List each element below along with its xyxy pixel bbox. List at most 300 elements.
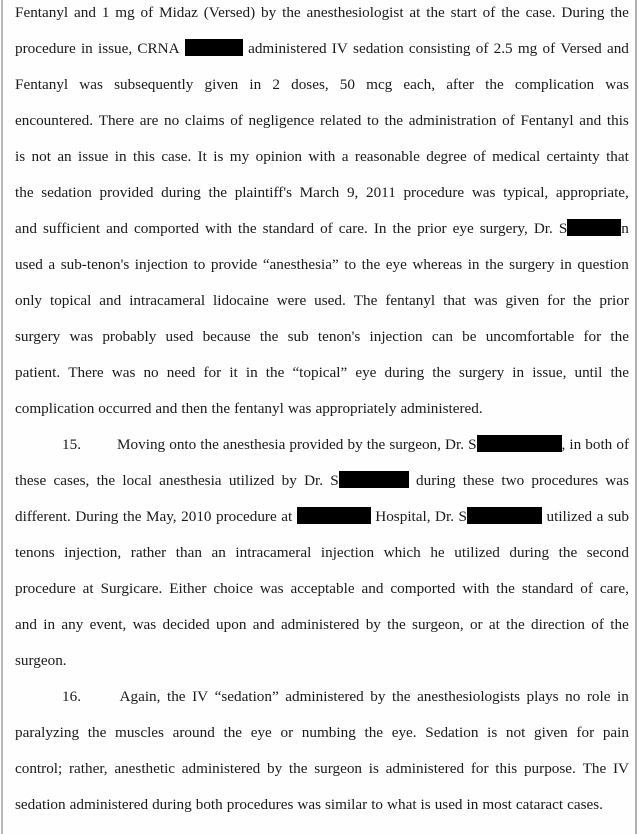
word: the bbox=[485, 76, 504, 93]
word: the bbox=[558, 544, 578, 561]
document-line bbox=[15, 398, 629, 420]
word: of bbox=[502, 112, 515, 129]
word: upon bbox=[216, 616, 247, 633]
word: doses, bbox=[291, 76, 329, 93]
word: the bbox=[238, 220, 257, 237]
document-line bbox=[62, 434, 629, 456]
word: consisting bbox=[408, 40, 471, 57]
document-line bbox=[15, 650, 629, 672]
word: the bbox=[288, 760, 308, 777]
word: prior bbox=[599, 292, 629, 309]
word: administration bbox=[408, 112, 497, 129]
word: and bbox=[252, 616, 275, 633]
word: different. bbox=[15, 508, 71, 525]
word: utilized bbox=[454, 544, 500, 561]
word: the bbox=[364, 724, 384, 741]
word: need bbox=[166, 364, 196, 381]
word: surgeon, bbox=[389, 436, 441, 453]
word: with bbox=[462, 580, 490, 597]
word: the bbox=[15, 184, 34, 201]
document-line bbox=[15, 578, 629, 600]
word: at bbox=[409, 4, 421, 21]
document-line bbox=[15, 290, 629, 312]
word: for bbox=[470, 760, 489, 777]
word: sedation bbox=[15, 796, 66, 813]
redaction-box bbox=[567, 219, 621, 236]
word: most bbox=[482, 796, 512, 813]
word: complication bbox=[15, 400, 95, 417]
word: be bbox=[462, 328, 477, 345]
word: certainty bbox=[546, 148, 600, 165]
word: choice bbox=[213, 580, 253, 597]
word: acceptable bbox=[290, 580, 355, 597]
word: claims bbox=[184, 112, 225, 129]
word: of bbox=[140, 4, 154, 21]
word: comported bbox=[134, 220, 199, 237]
word: S bbox=[330, 470, 408, 492]
word: Fentanyl bbox=[520, 112, 574, 129]
word: the bbox=[122, 508, 142, 525]
redaction-box bbox=[467, 507, 542, 524]
word: sub-tenon's bbox=[60, 256, 130, 273]
word: the bbox=[87, 724, 107, 741]
word: for bbox=[576, 724, 595, 741]
word: sufficient bbox=[42, 220, 101, 237]
word: Again, bbox=[119, 688, 161, 705]
word: occurred bbox=[98, 400, 152, 417]
word: “anesthesia” bbox=[262, 256, 339, 273]
word: issue, bbox=[98, 40, 133, 57]
word: There bbox=[68, 364, 104, 381]
word: question bbox=[577, 256, 629, 273]
word: the bbox=[259, 328, 279, 345]
word: surgeon bbox=[314, 760, 363, 777]
word: of bbox=[482, 4, 496, 21]
document-line bbox=[15, 38, 629, 60]
word: March bbox=[299, 184, 340, 201]
word: in bbox=[114, 148, 127, 165]
word: the bbox=[208, 184, 228, 201]
word: around bbox=[172, 724, 215, 741]
word: was bbox=[605, 76, 629, 93]
word: During bbox=[75, 508, 119, 525]
word: this bbox=[606, 112, 629, 129]
word: was bbox=[259, 580, 284, 597]
word: surgeon, bbox=[412, 616, 464, 633]
word: procedure bbox=[15, 40, 76, 57]
word: eye bbox=[385, 256, 407, 273]
word: no bbox=[164, 112, 180, 129]
word: by bbox=[365, 616, 381, 633]
word: was bbox=[605, 472, 629, 489]
word: opinion bbox=[255, 148, 303, 165]
word: probably bbox=[102, 328, 157, 345]
word: Versed bbox=[560, 40, 602, 57]
word: in bbox=[466, 796, 479, 813]
word: injection bbox=[320, 544, 375, 561]
word: degree bbox=[426, 148, 467, 165]
word: given bbox=[204, 76, 239, 93]
redaction-box bbox=[339, 471, 409, 488]
word: event, bbox=[89, 616, 127, 633]
word: anesthesia bbox=[159, 472, 222, 489]
document-line bbox=[15, 614, 629, 636]
word: the bbox=[166, 688, 186, 705]
word: encountered. bbox=[15, 112, 94, 129]
word: of bbox=[475, 40, 489, 57]
word: procedures bbox=[531, 472, 599, 489]
word: case. bbox=[525, 4, 556, 21]
word: was bbox=[79, 76, 103, 93]
word: 2.5 bbox=[493, 40, 513, 57]
word: during bbox=[384, 364, 425, 381]
word: utilized bbox=[546, 508, 593, 525]
word: both bbox=[585, 436, 613, 453]
word: in bbox=[249, 76, 262, 93]
word: until bbox=[574, 364, 603, 381]
word: pain bbox=[602, 724, 629, 741]
word: used bbox=[434, 796, 463, 813]
word: what bbox=[387, 796, 417, 813]
word: during bbox=[152, 796, 192, 813]
word: in bbox=[617, 688, 629, 705]
word: my bbox=[229, 148, 250, 165]
word: a bbox=[596, 508, 604, 525]
word: medical bbox=[492, 148, 541, 165]
word: because bbox=[202, 328, 251, 345]
word: provided bbox=[289, 436, 344, 453]
word: muscles bbox=[115, 724, 164, 741]
document-line bbox=[15, 722, 629, 744]
word bbox=[185, 38, 243, 60]
word: anesthesia bbox=[222, 436, 286, 453]
word: comported bbox=[390, 580, 456, 597]
word: the bbox=[211, 400, 231, 417]
word: procedure bbox=[15, 580, 76, 597]
word: and bbox=[361, 580, 384, 597]
word: standard bbox=[521, 580, 574, 597]
word: the bbox=[282, 4, 301, 21]
word: appropriate, bbox=[555, 184, 629, 201]
word: are bbox=[139, 112, 159, 129]
word: surgery bbox=[458, 364, 505, 381]
document-line bbox=[15, 254, 629, 276]
word: mg bbox=[115, 4, 135, 21]
word: these bbox=[462, 472, 495, 489]
word: used bbox=[15, 256, 43, 273]
word: with bbox=[308, 148, 336, 165]
word: during bbox=[416, 472, 456, 489]
paragraph-number: 15. bbox=[62, 436, 81, 453]
word: for bbox=[583, 328, 602, 345]
word: an bbox=[57, 148, 72, 165]
word: sedation bbox=[41, 184, 92, 201]
word: the bbox=[610, 4, 629, 21]
word: and bbox=[106, 220, 128, 237]
word: the bbox=[387, 616, 406, 633]
word: no bbox=[565, 688, 581, 705]
word: 1 bbox=[101, 4, 110, 21]
word: rather bbox=[130, 544, 167, 561]
word: procedure bbox=[403, 184, 465, 201]
document-line bbox=[62, 686, 629, 708]
word: was bbox=[111, 364, 136, 381]
word: Sedation bbox=[425, 724, 479, 741]
word: to bbox=[371, 796, 384, 813]
page-left-edge bbox=[1, 0, 3, 834]
word: Midaz bbox=[159, 4, 198, 21]
word: surgeon. bbox=[15, 652, 67, 669]
word: tenon's bbox=[317, 328, 361, 345]
word: two bbox=[501, 472, 525, 489]
word: an bbox=[211, 544, 226, 561]
word: given bbox=[534, 724, 568, 741]
word: care. bbox=[338, 220, 368, 237]
word: it bbox=[229, 364, 238, 381]
word: of bbox=[591, 616, 604, 633]
word: The bbox=[582, 760, 607, 777]
word: a bbox=[341, 148, 349, 165]
word: at bbox=[82, 580, 94, 597]
word: surgery, bbox=[479, 220, 528, 237]
word: IV bbox=[612, 760, 629, 777]
page-right-edge bbox=[635, 0, 637, 834]
word: There bbox=[98, 112, 135, 129]
word: or bbox=[469, 616, 483, 633]
word: administered bbox=[280, 616, 360, 633]
word: patient. bbox=[15, 364, 61, 381]
word: each, bbox=[403, 76, 436, 93]
word: Dr. bbox=[435, 508, 455, 525]
word: and bbox=[74, 4, 96, 21]
word: of bbox=[230, 112, 243, 129]
word: CRNA bbox=[137, 40, 180, 57]
document-line bbox=[15, 362, 629, 384]
word: Either bbox=[169, 580, 207, 597]
word: this bbox=[132, 148, 155, 165]
word: issue, bbox=[532, 364, 567, 381]
word: eye. bbox=[391, 724, 417, 741]
word: a bbox=[48, 256, 56, 273]
document-line bbox=[15, 470, 629, 492]
word: was bbox=[473, 292, 498, 309]
word: in bbox=[569, 436, 582, 453]
word: sub bbox=[607, 508, 629, 525]
word: In bbox=[373, 220, 387, 237]
word: of bbox=[473, 148, 486, 165]
word: during bbox=[161, 184, 201, 201]
word: in bbox=[80, 40, 93, 57]
word: only bbox=[15, 292, 43, 309]
word: eye bbox=[452, 220, 474, 237]
word: plaintiff's bbox=[234, 184, 292, 201]
word: subsequently bbox=[114, 76, 194, 93]
word: Moving bbox=[117, 436, 166, 453]
word: cases. bbox=[567, 796, 603, 813]
word: given bbox=[505, 292, 540, 309]
word: in bbox=[512, 364, 525, 381]
word: that bbox=[443, 292, 466, 309]
word: the bbox=[361, 256, 381, 273]
word: the bbox=[496, 580, 515, 597]
word: typical, bbox=[503, 184, 549, 201]
document-line bbox=[15, 74, 629, 96]
word: was bbox=[69, 328, 94, 345]
word: provided bbox=[99, 184, 154, 201]
word: negligence bbox=[248, 112, 315, 129]
word: the bbox=[366, 436, 386, 453]
word: was bbox=[471, 184, 496, 201]
word: direction bbox=[531, 616, 585, 633]
document-line bbox=[15, 542, 629, 564]
word: prior bbox=[417, 220, 447, 237]
word: by bbox=[266, 760, 283, 777]
word: not bbox=[505, 724, 526, 741]
word: used bbox=[165, 328, 194, 345]
word: to bbox=[366, 112, 379, 129]
word: injection bbox=[369, 328, 423, 345]
word: Dr. bbox=[533, 220, 553, 237]
word: for bbox=[547, 292, 565, 309]
word: complication bbox=[514, 76, 595, 93]
word: both bbox=[195, 796, 223, 813]
word: cataract bbox=[515, 796, 564, 813]
word: is bbox=[15, 148, 26, 165]
word: administered bbox=[285, 688, 364, 705]
word: During bbox=[561, 4, 605, 21]
word: Surgicare. bbox=[100, 580, 163, 597]
word: eye bbox=[250, 724, 272, 741]
word: similar bbox=[325, 796, 368, 813]
word: utilized bbox=[228, 472, 275, 489]
word: of bbox=[542, 40, 556, 57]
word: and bbox=[155, 400, 178, 417]
word: of bbox=[616, 436, 629, 453]
word: Dr. bbox=[445, 436, 464, 453]
word bbox=[297, 506, 371, 528]
word: Fentanyl bbox=[15, 4, 69, 21]
word: sub bbox=[287, 328, 309, 345]
word: at bbox=[488, 616, 500, 633]
word: than bbox=[175, 544, 202, 561]
word: Hospital, bbox=[375, 508, 431, 525]
word: the bbox=[384, 112, 404, 129]
word: after bbox=[446, 76, 475, 93]
word: to bbox=[193, 256, 206, 273]
word: 9, bbox=[346, 184, 359, 201]
word: Dr. bbox=[304, 472, 324, 489]
word: any bbox=[61, 616, 84, 633]
word: (Versed) bbox=[203, 4, 256, 21]
word: the bbox=[426, 4, 445, 21]
word: related bbox=[319, 112, 362, 129]
word: the bbox=[610, 616, 629, 633]
word: decided bbox=[162, 616, 210, 633]
word: purpose. bbox=[523, 760, 576, 777]
word: the bbox=[610, 328, 629, 345]
word: this bbox=[495, 760, 518, 777]
word: administered bbox=[248, 40, 327, 57]
word: S bbox=[459, 506, 542, 528]
document-line bbox=[15, 146, 629, 168]
word: during bbox=[509, 544, 550, 561]
word: anesthesiologist bbox=[306, 4, 404, 21]
word: mg bbox=[517, 40, 538, 57]
word: 2011 bbox=[365, 184, 396, 201]
document-line bbox=[15, 506, 629, 528]
word: 50 bbox=[339, 76, 355, 93]
word: the bbox=[485, 256, 504, 273]
word: then bbox=[181, 400, 208, 417]
word: Fentanyl bbox=[15, 76, 69, 93]
word: standard bbox=[262, 220, 315, 237]
word: the bbox=[572, 292, 592, 309]
word: local bbox=[122, 472, 152, 489]
word: in bbox=[560, 256, 572, 273]
word: the bbox=[506, 616, 525, 633]
word: which bbox=[383, 544, 421, 561]
word: cases, bbox=[53, 472, 90, 489]
word: IV bbox=[192, 688, 209, 705]
word: of bbox=[580, 580, 593, 597]
word: is bbox=[420, 796, 431, 813]
word: was bbox=[297, 796, 321, 813]
word: intracameral bbox=[129, 292, 206, 309]
word: topical bbox=[49, 292, 92, 309]
word: and bbox=[606, 40, 629, 57]
word: sedation bbox=[353, 40, 404, 57]
word: to bbox=[344, 256, 357, 273]
word: is bbox=[213, 148, 224, 165]
word: surgery bbox=[509, 256, 555, 273]
document-line bbox=[15, 794, 629, 816]
word: is bbox=[487, 724, 498, 741]
word: at bbox=[281, 508, 293, 525]
word: were bbox=[276, 292, 307, 309]
word: that bbox=[606, 148, 629, 165]
word: The bbox=[353, 292, 378, 309]
word: IV bbox=[331, 40, 348, 57]
word: “sedation” bbox=[214, 688, 279, 705]
document-line bbox=[15, 326, 629, 348]
word: the bbox=[501, 4, 520, 21]
redaction-box bbox=[185, 39, 243, 56]
word: intracameral bbox=[235, 544, 312, 561]
word: by bbox=[261, 4, 277, 21]
word: whereas bbox=[412, 256, 463, 273]
word: and bbox=[15, 616, 37, 633]
word: he bbox=[430, 544, 445, 561]
word: was bbox=[287, 400, 312, 417]
paragraph-number: 16. bbox=[62, 688, 81, 705]
word: tenons bbox=[15, 544, 55, 561]
word: reasonable bbox=[354, 148, 420, 165]
word: issue bbox=[78, 148, 109, 165]
word: procedures bbox=[226, 796, 294, 813]
word: in bbox=[467, 256, 480, 273]
word: paralyzing bbox=[15, 724, 80, 741]
word: the bbox=[391, 688, 411, 705]
word: lidocaine bbox=[213, 292, 269, 309]
word: by bbox=[370, 688, 386, 705]
word: and bbox=[15, 220, 37, 237]
word: second bbox=[586, 544, 629, 561]
word: administered bbox=[385, 760, 465, 777]
word: can bbox=[431, 328, 453, 345]
word: and bbox=[99, 292, 122, 309]
word: fentanyl bbox=[385, 292, 436, 309]
word: procedure bbox=[216, 508, 277, 525]
